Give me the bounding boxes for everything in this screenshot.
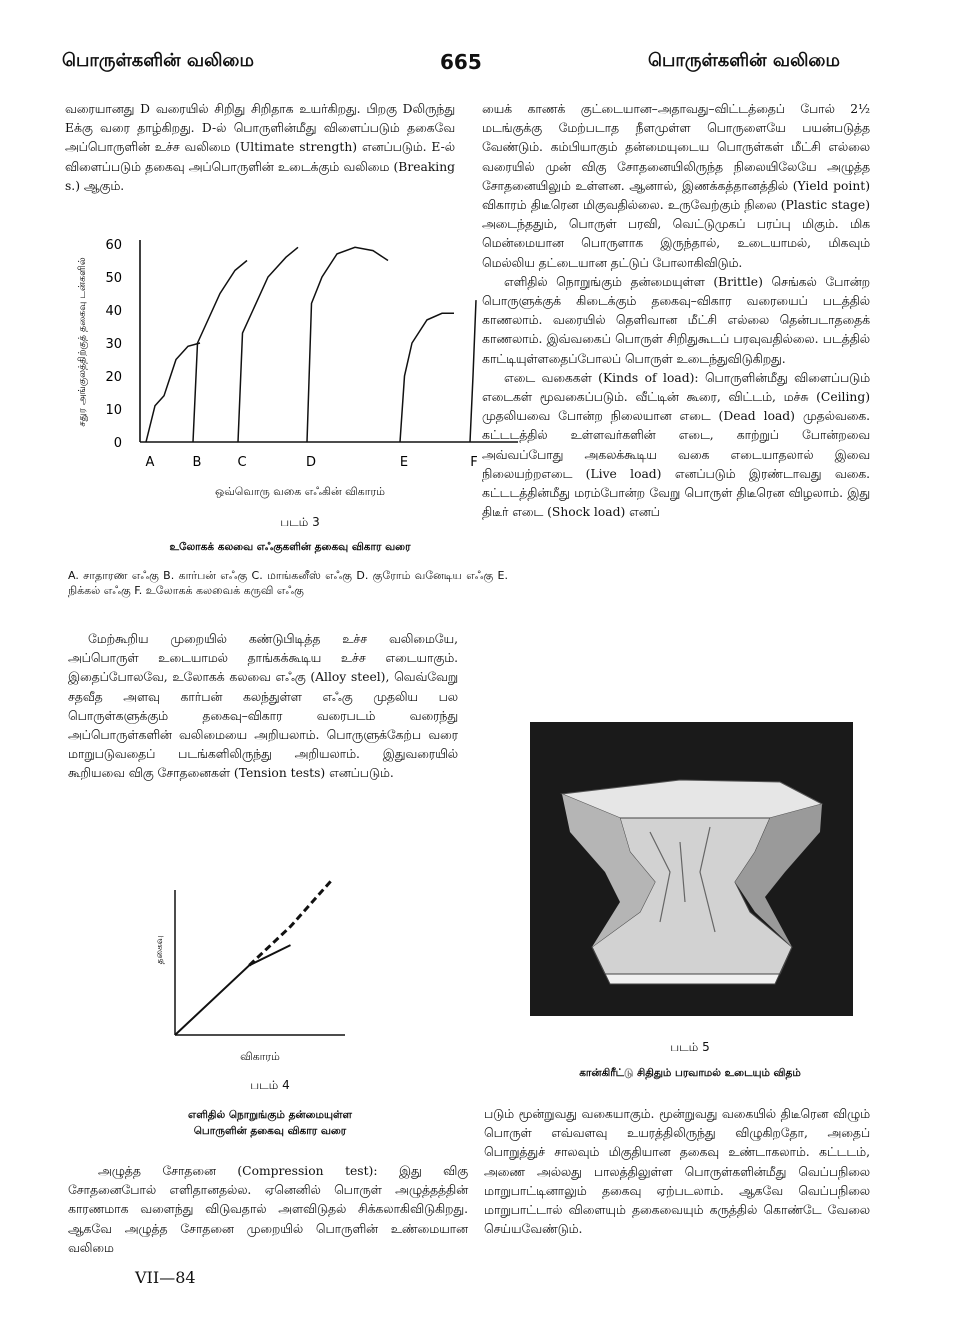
category-label: D	[305, 455, 317, 470]
right-column-bottom	[484, 1105, 870, 1239]
concrete-block-image	[530, 722, 853, 1016]
figure3-legend: A. சாதாரண எஃகு B. கார்பன் எஃகு C. மாங்கனீஸ் எஃகு D. குரோம் வனேடிய எஃகு E. நிக்கல் எஃகு F. உலோகக் கலவைக் கருவி எஃகு	[68, 569, 508, 597]
y-tick-label: 60	[105, 238, 122, 253]
category-label: C	[237, 455, 247, 470]
page-number: 665	[440, 50, 482, 74]
dashed-curve	[249, 880, 331, 965]
category-label: E	[399, 455, 409, 470]
y-tick-label: 10	[105, 403, 122, 418]
figure4-label: படம் 4	[250, 1078, 290, 1092]
right-column-top	[482, 100, 870, 522]
figure4-title-line1: எளிதில் நொறுங்கும் தன்மையுள்ள	[188, 1109, 352, 1121]
paragraph: அழுத்த சோதனை (Compression test): இது விகு சோதனைபோல் எளிதானதல்ல. ஏனெனில் பொருள் அழுத்தத்தின் காரணமாக வளைந்து விடுவதால் அளவிடுதல் சிக்கலாகிவிடுகிறது. ஆகவே அழுத்த சோதனை முறையில் பொருளின் உண்மையான வலிமை	[68, 1164, 468, 1255]
volume-page-footer: VII—84	[135, 1268, 196, 1287]
y-tick-label: 40	[105, 304, 122, 319]
stress-strain-curve	[175, 945, 291, 1035]
paragraph: படும் மூன்றுவது வகையாகும். மூன்றுவது வகையில் திடீரென விழும் பொருள் எவ்வளவு உயரத்திலிருந்து விழுகிறதோ, அதைப் பொறுத்துச் சாலவும் மிகுதியான தகைவு உண்டாகலாம். கட்டடம், அணை அல்லது பாலத்திலுள்ள பொருள்களின்மீது வெப்பநிலை மாறுபாட்டினாலும் தகைவு ஏற்படலாம். ஆகவே வெப்பநிலை மாறுபாட்டால் விளையும் தகைவையும் கருத்தில் கொண்டே வேலை செய்யவேண்டும்.	[484, 1107, 870, 1237]
y-tick-label: 20	[105, 370, 122, 385]
paragraph: மேற்கூறிய முறையில் கண்டுபிடித்த உச்ச வலிமையே, அப்பொருள் உடையாமல் தாங்கக்கூடிய உச்ச எடையாகும். இதைப்போலவே, உலோகக் கலவை எஃகு (Alloy steel), வெவ்வேறு சதவீத அளவு கார்பன் கலந்துள்ள எஃகு முதலிய பல பொருள்களுக்கும் தகைவு–விகார வரைபடம் வரைந்து அப்பொருள்களின் வலிமையை அறியலாம். பொருளுக்கேற்ப வரை மாறுபடுவதைப் படங்களிலிருந்து அறியலாம். இதுவரையில் கூறியவை விகு சோதனைகள் (Tension tests) எனப்படும்.	[68, 632, 458, 781]
paragraph: வரையானது D வரையில் சிறிது சிறிதாக உயர்கிறது. பிறகு Dலிருந்து Eக்கு வரை தாழ்கிறது. D-ல் பொருளின்மீது விளைப்படும் தகைவே அப்பொருளின் உச்ச வலிமை (Ultimate strength) எனப்படும். E-ல் விளைப்படும் தகைவு அப்பொருளின் உடைக்கும் வலிமை (Breaking s.) ஆகும்.	[65, 102, 455, 193]
series-line-a	[146, 343, 200, 442]
series-line-d	[307, 247, 388, 442]
y-tick-label: 0	[113, 436, 122, 451]
left-column-middle	[68, 630, 458, 784]
category-label: B	[192, 455, 202, 470]
series-line-e	[400, 313, 454, 442]
figure4-xlabel: விகாரம்	[240, 1050, 280, 1063]
category-label: F	[470, 455, 478, 470]
y-tick-label: 30	[105, 337, 122, 352]
category-label: A	[145, 455, 155, 470]
running-header-right: பொருள்களின் வலிமை	[648, 50, 840, 71]
paragraph: யைக் காணக் குட்டையான–அதாவது–விட்டத்தைப் போல் 2½ மடங்குக்கு மேற்படாத நீளமுள்ள பொருளையே பயன்படுத்த வேண்டும். கம்பியாகும் தன்மையுடைய பொருள்கள் மீட்சி எல்லை வரையில் முன் விகு சோதனையிலிருந்த நிலையிலேயே அழுத்த சோதனையிலும் உள்ளன. ஆனால், இணக்கத்தானத்தில் (Yield point) விகாரம் திடீரென மிகுவதில்லை. உருவேற்கும் நிலை (Plastic stage) அடைந்ததும், பொருள் பரவி, வெட்டுமுகப் பரப்பு மிகும். மிக மென்மையான பொருளாக இருந்தால், உடையாமல், மிகவும் மெல்லிய தட்டையான தட்டுப் போலாகிவிடும்.	[482, 102, 870, 270]
figure3-ylabel: சதுர அங்குலத்திற்குத் தகைவு டன்களில்	[77, 257, 88, 427]
figure3-chart	[60, 232, 520, 502]
paragraph: எளிதில் நொறுங்கும் தன்மையுள்ள (Brittle) செங்கல் போன்ற பொருளுக்குக் கிடைக்கும் தகைவு–விகார வரையைப் படத்தில் காணலாம். வரையில் தெளிவான மீட்சி எல்லை தென்படாததைக் காணலாம். இவ்வகைப் பொருள் சிறிதுகூடப் பரவுவதில்லை. படத்தில் காட்டியுள்ளதைப்போலப் பொருள் உடைந்துவிடுகிறது.	[482, 274, 870, 366]
series-line-f	[470, 300, 476, 442]
left-column-top	[65, 100, 455, 196]
figure3-xlabel: ஒவ்வொரு வகை எஃகின் விகாரம்	[215, 485, 385, 498]
running-header-left: பொருள்களின் வலிமை	[62, 50, 254, 71]
figure3-title: உலோகக் கலவை எஃகுகளின் தகைவு விகார வரை	[169, 541, 411, 553]
figure3-label: படம் 3	[280, 515, 320, 529]
left-column-bottom	[68, 1162, 468, 1258]
figure5-title: கான்கிரீட்டு சிதிதும் பரவாமல் உடையும் விதம்	[579, 1067, 801, 1079]
figure4-chart	[150, 840, 350, 1040]
figure5-label: படம் 5	[670, 1040, 710, 1054]
paragraph: எடை வகைகள் (Kinds of load): பொருளின்மீது விளைப்படும் எடைகள் மூவகைப்படும். வீட்டின் கூரை, விட்டம், மச்சு (Ceiling) முதலியவை போன்ற நிலையான எடை (Dead load) முதல்வகை. கட்டடத்தில் உள்ளவர்களின் எடை, காற்றுப் போன்றவை அவ்வப்போது அகலக்கூடிய வகை எடையாதலால் இவை நிலையற்றஎடை (Live load) எனப்படும் இரண்டாவது வகை. கட்டடத்தின்மீது மரம்போன்ற வேறு பொருள் திடீரென விழலாம். இது திடீர் எடை (Shock load) எனப்	[482, 370, 870, 520]
figure5-photo	[530, 722, 853, 1016]
figure4-title-line2: பொருளின் தகைவு விகார வரை	[193, 1125, 347, 1137]
series-line-c	[238, 247, 298, 442]
y-tick-label: 50	[105, 271, 122, 286]
figure4-ylabel: தகைவு	[155, 935, 165, 965]
